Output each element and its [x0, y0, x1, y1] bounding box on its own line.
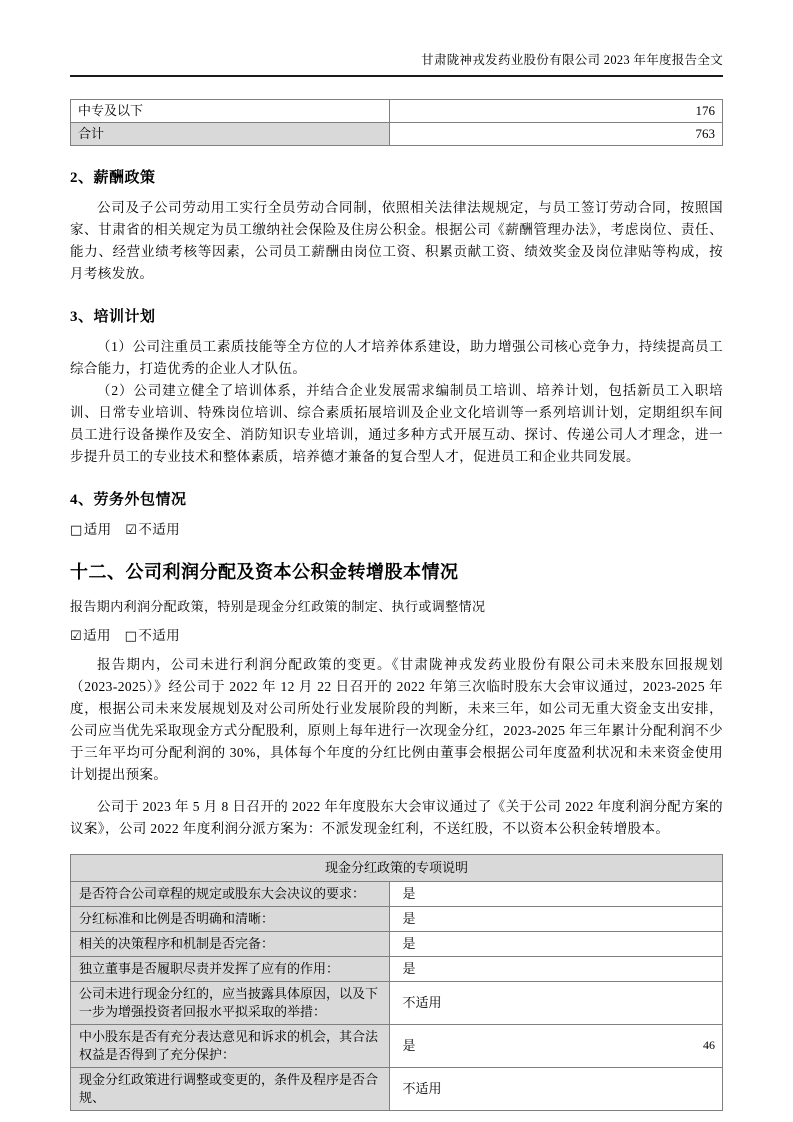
salary-policy-paragraph: 公司及子公司劳动用工实行全员劳动合同制，依照相关法律法规规定，与员工签订劳动合同，按照国家、甘肃省的相关规定为员工缴纳社会保险及住房公积金。根据公司《薪酬管理办法》，考虑岗位、责任、能力、经营业绩考核等因素，公司员工薪酬由岗位工资、积累贡献工资、绩效奖金及岗位津贴等构成，按月考核发放。 [70, 200, 723, 281]
answer-cell: 是 [390, 932, 723, 957]
answer-cell: 是 [390, 1025, 723, 1068]
table-title: 现金分红政策的专项说明 [71, 855, 723, 882]
question-cell: 中小股东是否有充分表达意见和诉求的机会，其合法权益是否得到了充分保护： [71, 1025, 390, 1068]
checkbox-label: 不适用 [138, 628, 181, 643]
table-row [71, 932, 723, 957]
not-applicable-option [125, 628, 180, 643]
profit-paragraph-1: 报告期内，公司未进行利润分配政策的变更。《甘肃陇神戎发药业股份有限公司未来股东回报规划（2023-2025）》经公司于 2022 年 12 月 22 日召开的 2022 年第三次临时股东大会审议通过，2023-2025 年度，根据公司未来发展规划及对公司所处行业发展阶段的判断，未来三年，如公司无重大资金支出安排，公司应当优先采取现金方式分配股利，原则上每年进行一次现金分红，2023-2025 年三年累计分配利润不少于三年平均可分配利润的 30%，具体每个年度的分红比例由董事会根据公司年度盈利状况和未来资金使用计划提出预案。 [70, 657, 723, 782]
section-heading-training-plan: 3、培训计划 [70, 309, 156, 325]
chapter-heading-profit-distribution: 十二、公司利润分配及资本公积金转增股本情况 [70, 562, 459, 582]
table-row [71, 1068, 723, 1111]
row-value: 176 [390, 100, 723, 123]
table-row [71, 957, 723, 982]
question-cell: 是否符合公司章程的规定或股东大会决议的要求： [71, 882, 390, 907]
checkbox-unchecked-icon: □ [124, 629, 138, 644]
applicable-option [70, 628, 111, 643]
profit-applicability-line [70, 624, 723, 644]
employee-education-table [70, 99, 723, 146]
document-title: 甘肃陇神戎发药业股份有限公司 2023 年年度报告全文 [421, 53, 723, 67]
table-title-row [71, 855, 723, 882]
outsourcing-applicability-line [70, 518, 723, 538]
question-cell: 现金分红政策进行调整或变更的，条件及程序是否合规、 [71, 1068, 390, 1111]
section-heading-labor-outsourcing: 4、劳务外包情况 [70, 492, 187, 508]
answer-cell: 是 [390, 882, 723, 907]
table-row [71, 100, 723, 123]
question-cell: 相关的决策程序和机制是否完备： [71, 932, 390, 957]
question-cell: 独立董事是否履职尽责并发挥了应有的作用： [71, 957, 390, 982]
row-label: 中专及以下 [71, 100, 390, 123]
training-paragraph-2: （2）公司建立健全了培训体系，并结合企业发展需求编制员工培训、培养计划，包括新员工入职培训、日常专业培训、特殊岗位培训、综合素质拓展培训及企业文化培训等一系列培训计划，定期组织车间员工进行设备操作及安全、消防知识专业培训，通过多种方式开展互动、探讨、传递公司人才理念，进一步提升员工的专业技术和整体素质，培养德才兼备的复合型人才，促进员工和企业共同发展。 [70, 383, 723, 464]
profit-policy-intro: 报告期内利润分配政策，特别是现金分红政策的制定、执行或调整情况 [70, 599, 486, 614]
page-number: 46 [703, 1038, 715, 1052]
checkbox-label: 适用 [83, 628, 111, 643]
table-row [71, 1025, 723, 1068]
answer-cell: 不适用 [390, 982, 723, 1025]
table-row [71, 907, 723, 932]
checkbox-label: 适用 [83, 522, 112, 537]
profit-paragraph-2: 公司于 2023 年 5 月 8 日召开的 2022 年年度股东大会审议通过了《关于公司 2022 年度利润分配方案的议案》，公司 2022 年度利润分派方案为：不派发现金红利，不送红股，不以资本公积金转增股本。 [70, 799, 723, 836]
training-paragraph-1: （1）公司注重员工素质技能等全方位的人才培养体系建设，助力增强公司核心竞争力，持续提高员工综合能力，打造优秀的企业人才队伍。 [70, 339, 723, 376]
checkbox-label: 不适用 [138, 522, 181, 537]
table-row [71, 123, 723, 146]
checkbox-checked-icon: ☑ [70, 629, 83, 644]
page-header [70, 50, 723, 77]
row-value: 763 [390, 123, 723, 146]
question-cell: 公司未进行现金分红的，应当披露具体原因，以及下一步为增强投资者回报水平拟采取的举措： [71, 982, 390, 1025]
checkbox-checked-icon: ☑ [125, 523, 138, 538]
answer-cell: 不适用 [390, 1068, 723, 1111]
answer-cell: 是 [390, 907, 723, 932]
question-cell: 分红标准和比例是否明确和清晰： [71, 907, 390, 932]
applicable-option [70, 522, 112, 537]
table-row [71, 982, 723, 1025]
cash-dividend-policy-table [70, 854, 723, 1111]
row-label: 合计 [71, 123, 390, 146]
checkbox-unchecked-icon: □ [70, 523, 83, 538]
not-applicable-option [125, 522, 180, 537]
table-row [71, 882, 723, 907]
answer-cell: 是 [390, 957, 723, 982]
section-heading-salary-policy: 2、薪酬政策 [70, 170, 156, 186]
